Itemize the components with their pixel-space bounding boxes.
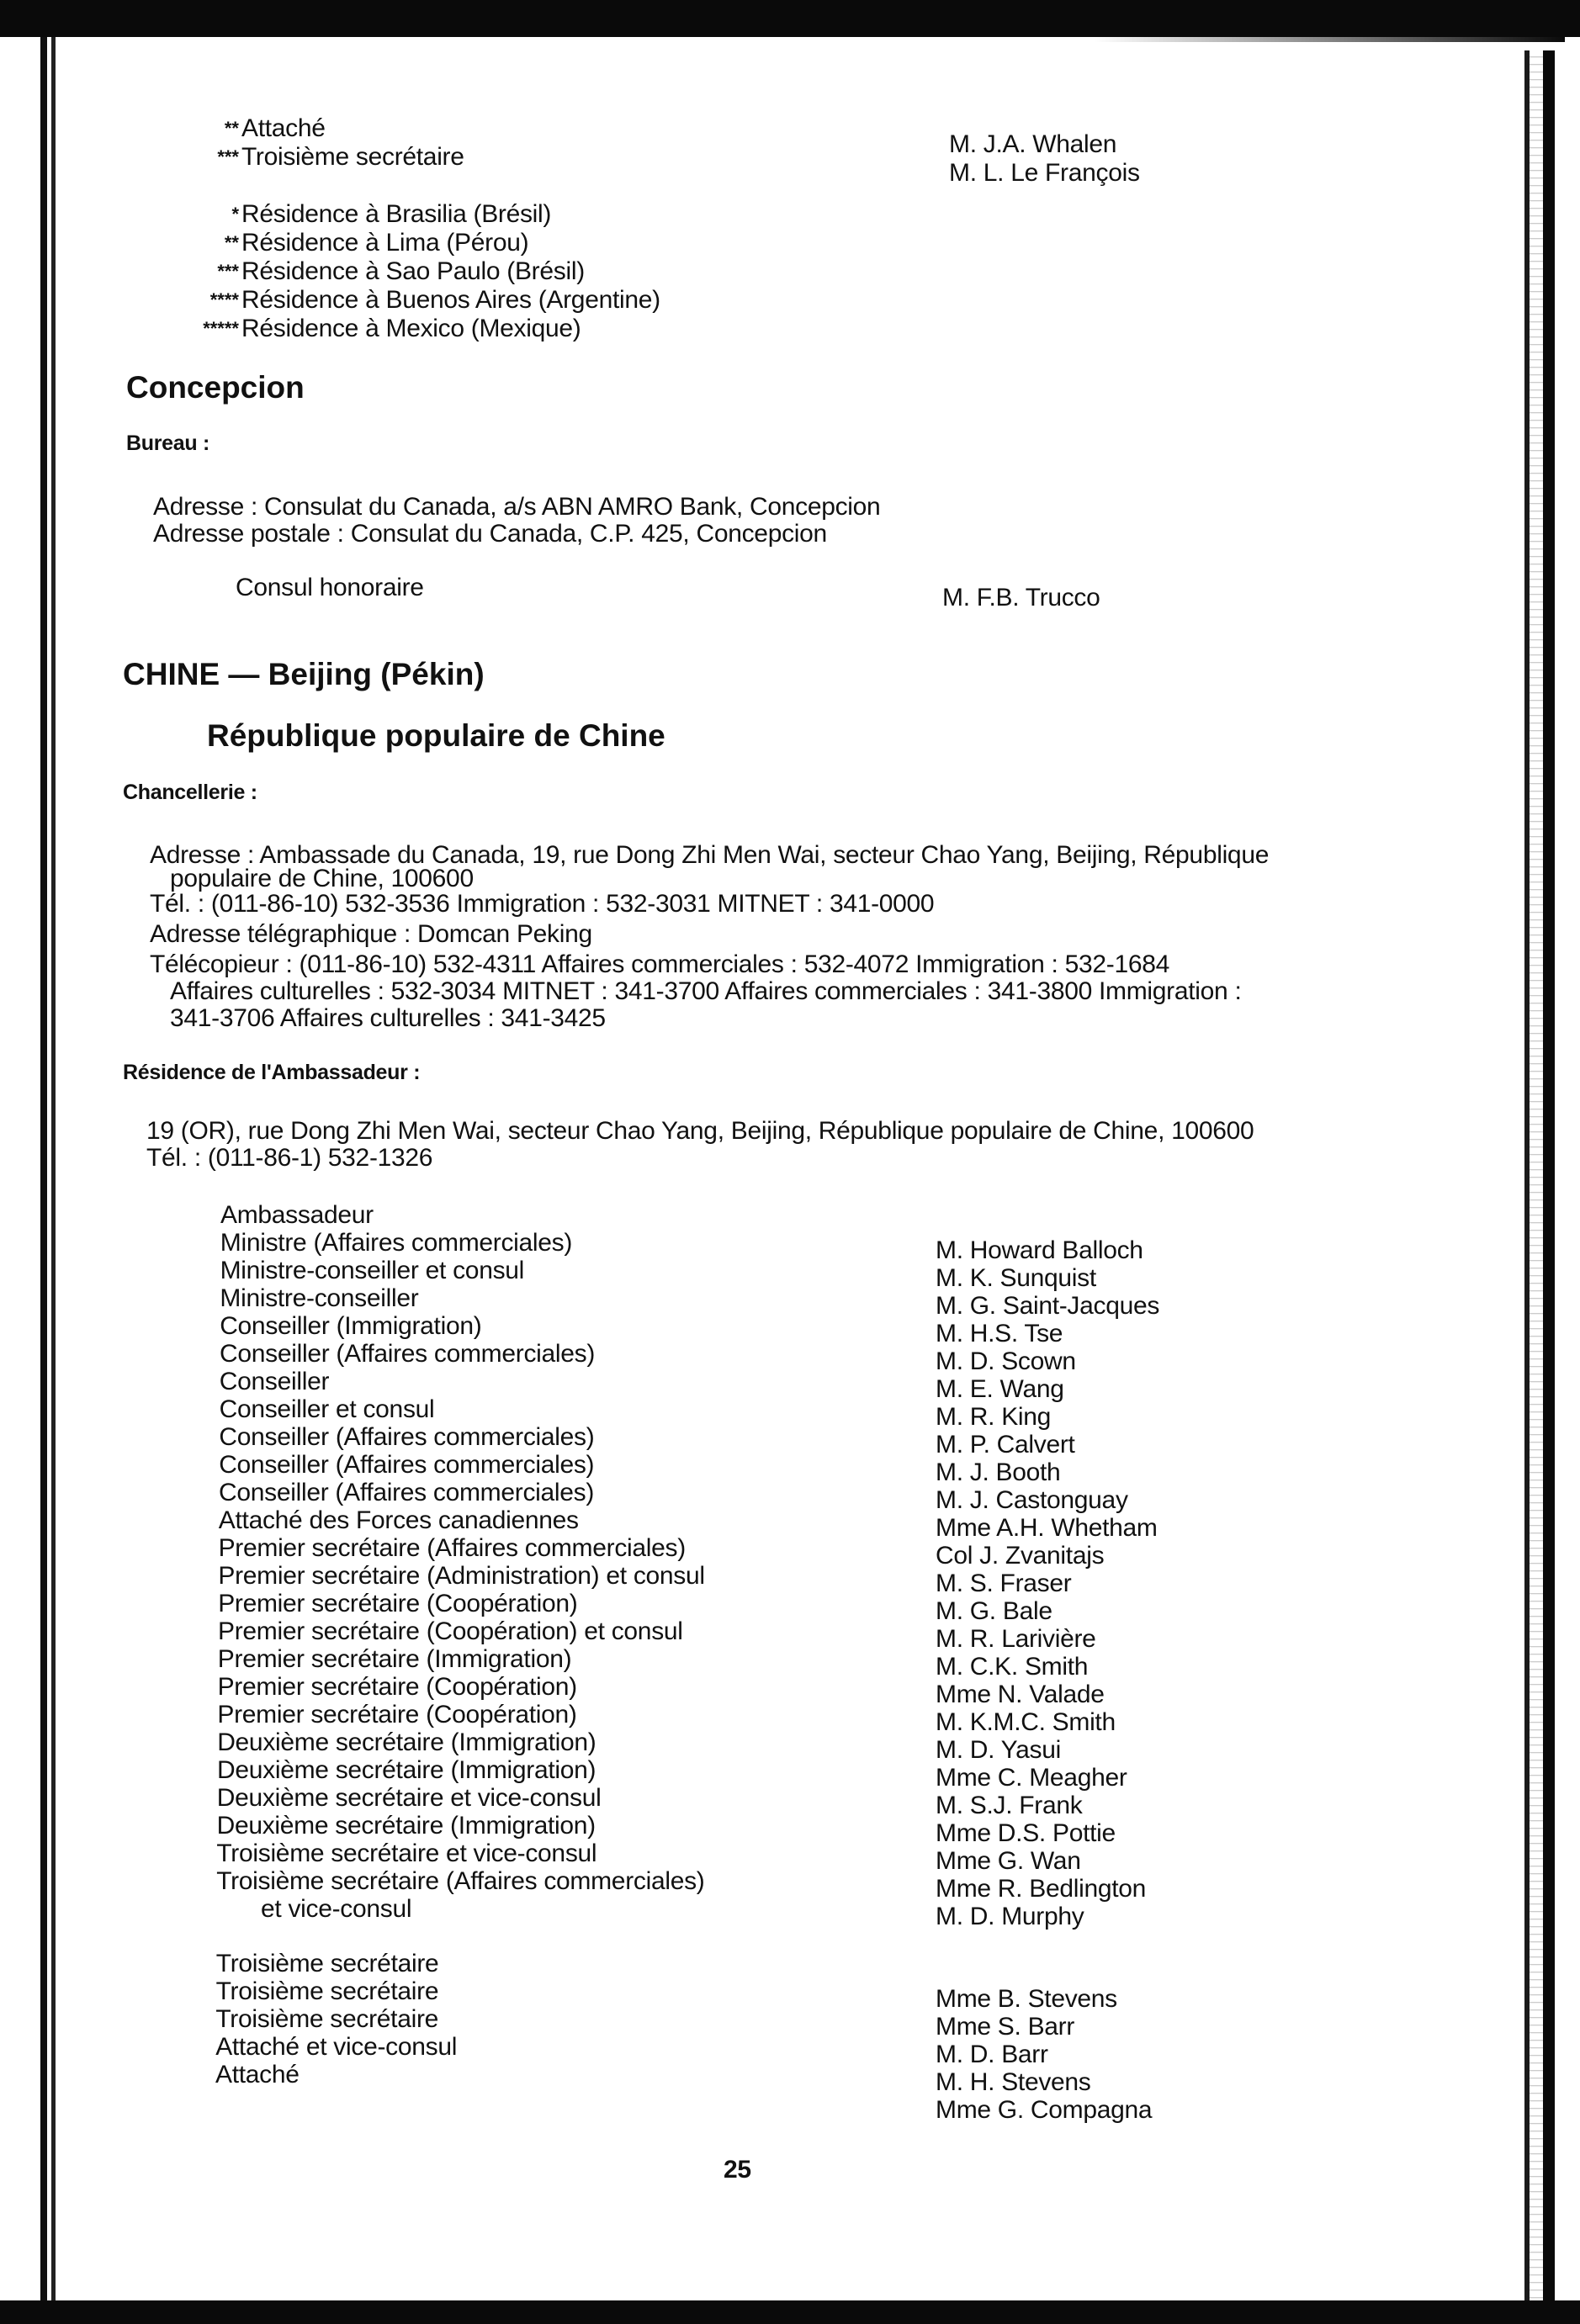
staff-name: M. P. Calvert [936,1431,1075,1458]
address-line: 19 (OR), rue Dong Zhi Men Wai, secteur Chao Yang, Beijing, République populaire de Chine, 100600 [146,1117,1254,1145]
staff-title: Conseiller [219,1368,330,1395]
staff-name: M. Howard Balloch [936,1236,1143,1264]
address-line: Adresse postale : Consulat du Canada, C.P. 425, Concepcion [153,520,827,548]
staff-name: M. K.M.C. Smith [936,1708,1116,1736]
staff-title: Premier secrétaire (Administration) et consul [218,1562,705,1590]
section-heading: CHINE — Beijing (Pékin) [123,657,485,691]
staff-name: M. G. Saint-Jacques [936,1292,1160,1320]
staff-name: M. F.B. Trucco [942,584,1100,611]
staff-title: Conseiller (Affaires commerciales) [219,1423,595,1451]
address-line: Adresse télégraphique : Domcan Peking [150,920,592,948]
office-label: Bureau : [126,431,210,455]
staff-title: Troisième secrétaire (Affaires commerciales) [216,1867,705,1895]
staff-title: Premier secrétaire (Coopération) et consul [218,1617,683,1645]
staff-name: M. R. King [936,1403,1052,1431]
staff-name: Mme B. Stevens [936,1985,1117,2013]
staff-title: Conseiller et consul [219,1395,435,1423]
staff-title: Troisième secrétaire [241,143,464,171]
staff-title: Attaché des Forces canadiennes [218,1506,579,1534]
staff-title: Troisième secrétaire [215,1950,439,1977]
staff-name: Mme G. Compagna [936,2096,1153,2124]
staff-title: Conseiller (Immigration) [220,1312,482,1340]
staff-title: Attaché et vice-consul [215,2033,458,2061]
footnote-mark: ** [224,232,239,253]
staff-name: M. H. Stevens [936,2068,1091,2096]
residence-note: Résidence à Mexico (Mexique) [241,315,581,342]
staff-name: M. H.S. Tse [936,1320,1063,1347]
staff-title: Premier secrétaire (Immigration) [217,1645,572,1673]
staff-name: M. D. Scown [936,1347,1076,1375]
staff-name: M. J. Booth [936,1458,1061,1486]
residence-note: Résidence à Sao Paulo (Brésil) [241,257,585,285]
footnote-mark: **** [209,289,239,310]
staff-title: Conseiller (Affaires commerciales) [219,1479,595,1506]
staff-name: Mme G. Wan [936,1847,1081,1875]
address-line: 341-3706 Affaires culturelles : 341-3425 [170,1004,606,1032]
residence-note: Résidence à Lima (Pérou) [241,229,529,257]
staff-title: Premier secrétaire (Coopération) [218,1590,578,1617]
address-line: Tél. : (011-86-10) 532-3536 Immigration : 532-3031 MITNET : 341-0000 [150,890,935,918]
staff-title: Deuxième secrétaire (Immigration) [217,1756,596,1784]
staff-name: M. E. Wang [936,1375,1064,1403]
staff-title: Consul honoraire [236,574,424,601]
staff-title: et vice-consul [261,1895,412,1923]
staff-name: M. D. Yasui [936,1736,1061,1764]
residence-note: Résidence à Brasilia (Brésil) [241,200,552,228]
staff-title: Premier secrétaire (Affaires commerciales) [218,1534,686,1562]
staff-name: M. R. Larivière [936,1625,1096,1653]
staff-title: Ministre-conseiller [220,1284,419,1312]
staff-title: Conseiller (Affaires commerciales) [219,1451,595,1479]
staff-name: Col J. Zvanitajs [936,1542,1105,1570]
footnote-mark: ** [224,118,239,139]
staff-title: Attaché [241,114,326,142]
staff-name: M. S.J. Frank [936,1792,1083,1819]
address-line: Adresse : Consulat du Canada, a/s ABN AMRO Bank, Concepcion [153,493,881,521]
staff-title: Troisième secrétaire [215,1977,439,2005]
footnote-mark: * [231,204,239,225]
staff-name: Mme N. Valade [936,1681,1105,1708]
staff-name: Mme D.S. Pottie [936,1819,1116,1847]
staff-name: M. C.K. Smith [936,1653,1089,1681]
staff-title: Premier secrétaire (Coopération) [217,1701,577,1728]
staff-name: M. D. Murphy [936,1903,1084,1930]
office-label: Résidence de l'Ambassadeur : [123,1061,421,1084]
staff-title: Deuxième secrétaire et vice-consul [216,1784,602,1812]
staff-name: Mme C. Meagher [936,1764,1127,1792]
staff-name: M. S. Fraser [936,1570,1072,1597]
section-subheading: République populaire de Chine [207,718,665,753]
staff-name: Mme R. Bedlington [936,1875,1147,1903]
staff-title: Deuxième secrétaire (Immigration) [217,1728,596,1756]
footnote-mark: ***** [203,318,239,339]
address-line: Affaires culturelles : 532-3034 MITNET : 341-3700 Affaires commerciales : 341-3800 Immigration : [170,977,1242,1005]
staff-name: Mme S. Barr [936,2013,1075,2041]
footnote-mark: *** [217,261,239,282]
office-label: Chancellerie : [123,781,257,804]
page-number: 25 [724,2156,751,2184]
staff-title: Ministre-conseiller et consul [220,1257,525,1284]
address-line: Adresse : Ambassade du Canada, 19, rue Dong Zhi Men Wai, secteur Chao Yang, Beijing, République [150,841,1270,869]
residence-note: Résidence à Buenos Aires (Argentine) [241,286,660,314]
staff-title: Deuxième secrétaire (Immigration) [216,1812,596,1840]
address-line: Tél. : (011-86-1) 532-1326 [146,1144,433,1172]
staff-title: Troisième secrétaire et vice-consul [216,1840,597,1867]
staff-title: Ministre (Affaires commerciales) [220,1229,573,1257]
staff-name: M. K. Sunquist [936,1264,1096,1292]
staff-name: Mme A.H. Whetham [936,1514,1158,1542]
staff-name: M. G. Bale [936,1597,1052,1625]
staff-title: Conseiller (Affaires commerciales) [220,1340,596,1368]
address-line: Télécopieur : (011-86-10) 532-4311 Affaires commerciales : 532-4072 Immigration : 532-1684 [150,950,1170,978]
staff-name: M. D. Barr [936,2041,1048,2068]
staff-title: Attaché [215,2061,300,2088]
staff-title: Ambassadeur [220,1201,374,1229]
address-line: populaire de Chine, 100600 [170,865,474,892]
staff-title: Troisième secrétaire [215,2005,439,2033]
staff-name: M. J. Castonguay [936,1486,1128,1514]
staff-name: M. L. Le François [949,159,1140,187]
staff-title: Premier secrétaire (Coopération) [217,1673,577,1701]
staff-name: M. J.A. Whalen [949,130,1117,158]
footnote-mark: *** [217,146,239,167]
section-heading: Concepcion [126,370,305,405]
